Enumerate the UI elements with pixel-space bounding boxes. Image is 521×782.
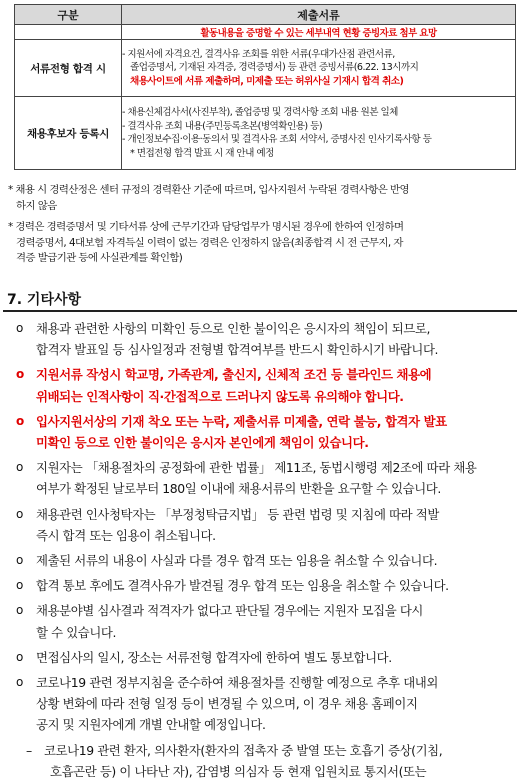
list-item-text: 상황 변화에 따라 전형 일정 등이 변경될 수 있으며, 이 경우 채용 홈페이지 bbox=[36, 696, 418, 712]
list-item-text: 제출된 서류의 내용이 사실과 다를 경우 합격 또는 임용을 취소할 수 있습니다. bbox=[36, 553, 438, 569]
footnote-career-proof-cont: 격증 발급기관 등에 사실관계를 확인함) bbox=[16, 252, 183, 264]
list-item-warning bbox=[0, 411, 521, 453]
list-item-text: 코로나19 관련 정부지침을 준수하여 채용절차를 진행할 예정으로 추후 대내외 bbox=[36, 675, 438, 691]
list-item-text: 여부가 확정된 날로부터 180일 이내에 채용서류의 반환을 요구할 수 있습니다. bbox=[36, 481, 441, 497]
list-item-text: 합격 통보 후에도 결격사유가 발견될 경우 합격 또는 임용을 취소할 수 있습니다. bbox=[36, 578, 449, 594]
row-content-line: - 개인정보수집·이용·동의서 및 결격사유 조회 서약서, 증명사진 인사기록사항 등 bbox=[122, 134, 432, 145]
submission-documents-table bbox=[14, 4, 516, 170]
list-item-text: 지원자는 「채용절차의 공정화에 관한 법률」 제11조, 동법시행령 제2조에 따라 채용 bbox=[36, 460, 477, 476]
footnote-career-calc-cont: 하지 않음 bbox=[16, 199, 57, 212]
list-item-warning bbox=[0, 364, 521, 406]
bullet-circle-icon: ο bbox=[16, 413, 24, 428]
bullet-circle-icon: ο bbox=[16, 553, 23, 568]
bullet-circle-icon: ο bbox=[16, 460, 23, 475]
header-documents: 제출서류 bbox=[122, 5, 516, 25]
row-label-document-pass: 서류전형 합격 시 bbox=[15, 40, 122, 97]
list-item-text: 채용분야별 심사결과 적격자가 없다고 판단될 경우에는 지원자 모집을 다시 bbox=[36, 603, 423, 619]
row-content-line: - 지원서에 자격요건, 결격사유 조회를 위한 서류(우대가산점 관련서류, bbox=[122, 48, 395, 60]
table-row bbox=[15, 97, 516, 170]
table-row bbox=[15, 40, 516, 97]
row-content-line: - 채용신체검사서(사진부착), 졸업증명 및 경력사항 조회 내용 원본 일체 bbox=[122, 107, 398, 118]
footnote-career-calc: * 채용 시 경력산정은 센터 규정의 경력환산 기준에 따르며, 입사지원서 누락된 경력사항은 반영 bbox=[8, 184, 409, 196]
list-item-text: 위배되는 인적사항이 직·간접적으로 드러나지 않도록 유의해야 합니다. bbox=[36, 388, 404, 404]
bullet-circle-icon: ο bbox=[16, 506, 23, 521]
bullet-circle-icon: ο bbox=[16, 321, 23, 335]
list-item bbox=[0, 504, 521, 546]
list-item bbox=[0, 457, 521, 499]
proof-requirement-note: 활동내용을 증명할 수 있는 세부내역 현황 증빙자료 첨부 요망 bbox=[122, 25, 516, 40]
footnotes bbox=[8, 183, 513, 267]
list-item-text: 코로나19 관련 환자, 의사환자(환자의 접촉자 중 발열 또는 호흡기 증상(기침, bbox=[44, 742, 443, 758]
row-content-line-warning: 채용사이트에 서류 제출하며, 미제출 또는 허위사실 기재시 합격 취소) bbox=[130, 75, 404, 87]
row-content-candidate-registration bbox=[122, 97, 516, 170]
list-item-text: 호흡곤란 등) 이 나타난 자), 감염병 의심자 등 현재 입원치료 통지서(또는 bbox=[50, 763, 427, 779]
list-item bbox=[0, 600, 521, 642]
footnote-career-proof-cont: 경력증명서, 4대보험 자격득실 이력이 없는 경력은 인정하지 않음(최종합격 시 전 근무지, 자 bbox=[16, 236, 403, 249]
list-item-text: 입사지원서상의 기재 착오 또는 누락, 제출서류 미제출, 연락 불능, 합격자 발표 bbox=[36, 413, 447, 429]
bullet-circle-icon: ο bbox=[16, 675, 23, 690]
row-content-document-pass bbox=[122, 40, 516, 97]
bullet-circle-icon: ο bbox=[16, 649, 23, 664]
bullet-circle-icon: ο bbox=[16, 603, 23, 618]
list-item-text: 공지 및 지원자에게 개별 안내할 예정입니다. bbox=[36, 717, 266, 733]
list-item-text: 채용관련 인사청탁자는 「부정청탁금지법」 등 관련 법령 및 지침에 따라 적발 bbox=[36, 506, 439, 522]
list-item-text: 지원서류 작성시 학교명, 가족관계, 출신지, 신체적 조건 등 블라인드 채용에 bbox=[36, 367, 432, 383]
list-item-text: 즉시 합격 또는 임용이 취소됩니다. bbox=[36, 527, 216, 543]
list-item bbox=[0, 672, 521, 736]
row-content-line: * 면접전형 합격 발표 시 재 안내 예정 bbox=[130, 147, 274, 159]
bullet-circle-icon: ο bbox=[16, 367, 24, 382]
section-heading: 7. 기타사항 bbox=[3, 290, 517, 312]
list-item-text: 채용과 관련한 사항의 미확인 등으로 인한 불이익은 응시자의 책임이 되므로, bbox=[36, 321, 431, 336]
table-row bbox=[15, 25, 516, 40]
row-content-line: 졸업증명서, 기재된 자격증, 경력증명서) 등 관련 증빙서류(6.22. 13시까지 bbox=[130, 62, 419, 74]
table-header-row bbox=[15, 5, 516, 25]
list-item bbox=[0, 647, 521, 668]
sub-list-item bbox=[0, 740, 521, 782]
list-item-text: 할 수 있습니다. bbox=[36, 624, 117, 640]
list-item bbox=[0, 318, 521, 360]
list-item-text: 면접심사의 일시, 장소는 서류전형 합격자에 한하여 별도 통보합니다. bbox=[36, 649, 392, 665]
dash-icon: – bbox=[26, 742, 32, 758]
row-label-candidate-registration: 채용후보자 등록시 bbox=[15, 97, 122, 170]
list-item bbox=[0, 575, 521, 596]
list-item bbox=[0, 550, 521, 571]
footnote-career-proof: * 경력은 경력증명서 및 기타서류 상에 근무기간과 담당업무가 명시된 경우에 한하여 인정하며 bbox=[8, 221, 404, 233]
list-item-text: 미확인 등으로 인한 불이익은 응시자 본인에게 책임이 있습니다. bbox=[36, 435, 369, 451]
other-matters-list bbox=[0, 318, 521, 782]
list-item-text: 합격자 발표일 등 심사일정과 전형별 합격여부를 반드시 확인하시기 바랍니다. bbox=[36, 342, 439, 358]
bullet-circle-icon: ο bbox=[16, 578, 23, 593]
row-content-line: - 결격사유 조회 내용(주민등록초본(병역확인용) 등) bbox=[122, 120, 323, 132]
header-category: 구분 bbox=[15, 5, 122, 25]
